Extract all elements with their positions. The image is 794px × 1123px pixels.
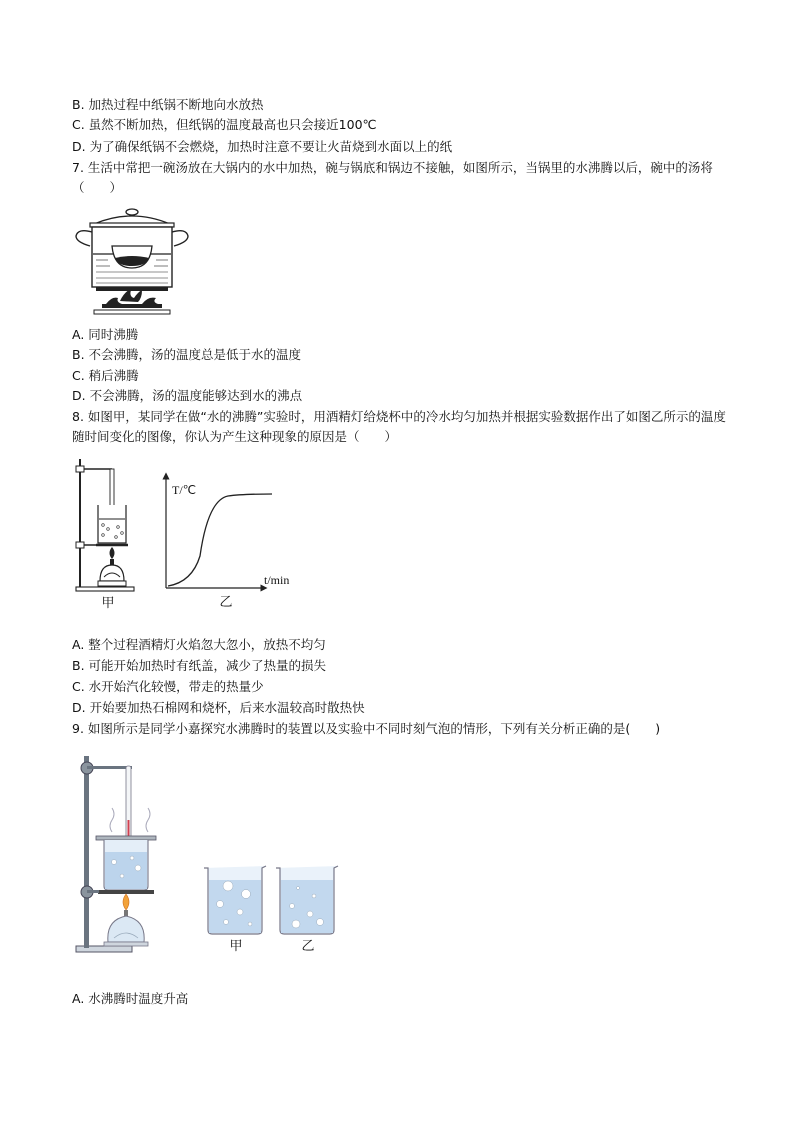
q7-option-c: C. 稍后沸腾 bbox=[72, 368, 139, 383]
q7-option-b: B. 不会沸腾，汤的温度总是低于水的温度 bbox=[72, 347, 302, 362]
q8-option-d: D. 开始要加热石棉网和烧杯，后来水温较高时散热快 bbox=[72, 700, 365, 715]
q9-option-a: A. 水沸腾时温度升高 bbox=[72, 991, 189, 1006]
q7-option-d: D. 不会沸腾，汤的温度能够达到水的沸点 bbox=[72, 388, 303, 403]
q7-stem: 7. 生活中常把一碗汤放在大锅内的水中加热，碗与锅底和锅边不接触，如图所示，当锅里的水沸腾以后，碗中的汤将（ ） bbox=[72, 160, 713, 195]
q6-option-c: C. 虽然不断加热，但纸锅的温度最高也只会接近100℃ bbox=[72, 117, 377, 132]
x-axis-label: t/min bbox=[264, 573, 290, 587]
q8-stem: 8. 如图甲，某同学在做“水的沸腾”实验时，用酒精灯给烧杯中的冷水均匀加热并根据实验数据作出了如图乙所示的温度随时间变化的图像，你认为产生这种现象的原因是（ ） bbox=[72, 409, 726, 444]
q7-option-a: A. 同时沸腾 bbox=[72, 327, 139, 342]
figure-caption-yi: 乙 bbox=[219, 595, 233, 610]
caption-yi: 乙 bbox=[301, 939, 315, 954]
q8-option-c: C. 水开始汽化较慢，带走的热量少 bbox=[72, 679, 264, 694]
q8-option-a: A. 整个过程酒精灯火焰忽大忽小，放热不均匀 bbox=[72, 637, 326, 652]
pot-figure bbox=[72, 206, 190, 318]
bubble-comparison-figure bbox=[198, 860, 346, 956]
q9-stem: 9. 如图所示是同学小嘉探究水沸腾时的装置以及实验中不同时刻气泡的情形，下列有关分析正确的是( ) bbox=[72, 721, 661, 736]
caption-jia: 甲 bbox=[229, 939, 243, 954]
boiling-setup-figure bbox=[72, 750, 162, 956]
q6-option-b: B. 加热过程中纸锅不断地向水放热 bbox=[72, 97, 264, 112]
beaker-yi bbox=[276, 866, 338, 934]
q8-option-b: B. 可能开始加热时有纸盖，减少了热量的损失 bbox=[72, 658, 327, 673]
boiling-apparatus-figure bbox=[72, 455, 138, 611]
q6-option-d: D. 为了确保纸锅不会燃烧，加热时注意不要让火苗烧到水面以上的纸 bbox=[72, 139, 453, 154]
temperature-time-graph bbox=[160, 470, 300, 612]
beaker-jia bbox=[204, 866, 266, 934]
y-axis-label: T/℃ bbox=[172, 483, 197, 497]
figure-caption-jia: 甲 bbox=[101, 596, 115, 611]
